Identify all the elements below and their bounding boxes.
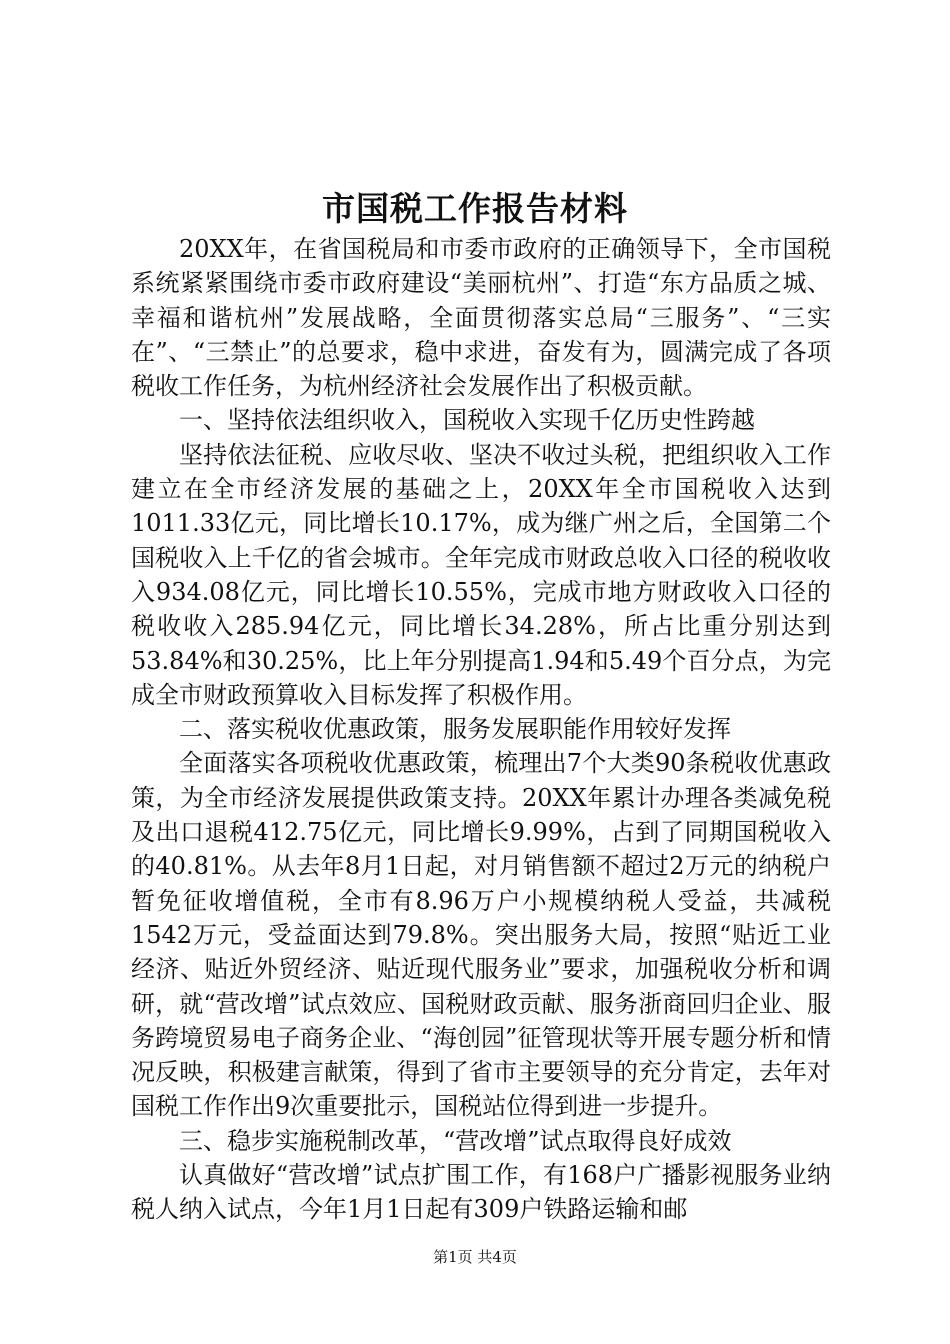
section-paragraph-3: 认真做好“营改增”试点扩围工作，有168户广播影视服务业纳税人纳入试点，今年1月1日起有309户铁路运输和邮 — [131, 1161, 831, 1224]
section-heading-1: 一、坚持依法组织收入，国税收入实现千亿历史性跨越 — [179, 406, 755, 435]
document-body — [131, 232, 831, 1227]
intro-paragraph: 20XX年，在省国税局和市委市政府的正确领导下，全市国税系统紧紧围绕市委市政府建设“美丽杭州”、打造“东方品质之城、幸福和谐杭州”发展战略，全面贯彻落实总局“三服务”、“三实在”、“三禁止”的总要求，稳中求进，奋发有为，圆满完成了各项税收工作任务，为杭州经济社会发展作出了积极贡献。 — [131, 235, 831, 401]
section-paragraph-2: 全面落实各项税收优惠政策，梳理出7个大类90条税收优惠政策，为全市经济发展提供政策支持。20XX年累计办理各类减免税及出口退税412.75亿元，同比增长9.99%，占到了同期国税收入的40.81%。从去年8月1日起，对月销售额不超过2万元的纳税户暂免征收增值税，全市有8.96万户小规模纳税人受益，共减税1542万元，受益面达到79.8%。突出服务大局，按照“贴近工业经济、贴近外贸经济、贴近现代服务业”要求，加强税收分析和调研，就“营改增”试点效应、国税财政贡献、服务浙商回归企业、服务跨境贸易电子商务企业、“海创园”征管现状等开展专题分析和情况反映，积极建言献策，得到了省市主要领导的充分肯定，去年对国税工作作出9次重要批示，国税站位得到进一步提升。 — [131, 749, 831, 1121]
section-heading-2: 二、落实税收优惠政策，服务发展职能作用较好发挥 — [179, 715, 731, 744]
page-footer: 第1页 共4页 — [433, 1248, 517, 1266]
document-title: 市国税工作报告材料 — [322, 189, 628, 228]
section-heading-3: 三、稳步实施税制改革，“营改增”试点取得良好成效 — [179, 1126, 732, 1155]
section-paragraph-1: 坚持依法征税、应收尽收、坚决不收过头税，把组织收入工作建立在全市经济发展的基础之上，20XX年全市国税收入达到1011.33亿元，同比增长10.17%，成为继广州之后，全国第二个国税收入上千亿的省会城市。全年完成市财政总收入口径的税收收入934.08亿元，同比增长10.55%，完成市地方财政收入口径的税收收入285.94亿元，同比增长34.28%，所占比重分别达到53.84%和30.25%，比上年分别提高1.94和5.49个百分点，为完成全市财政预算收入目标发挥了积极作用。 — [131, 440, 831, 709]
